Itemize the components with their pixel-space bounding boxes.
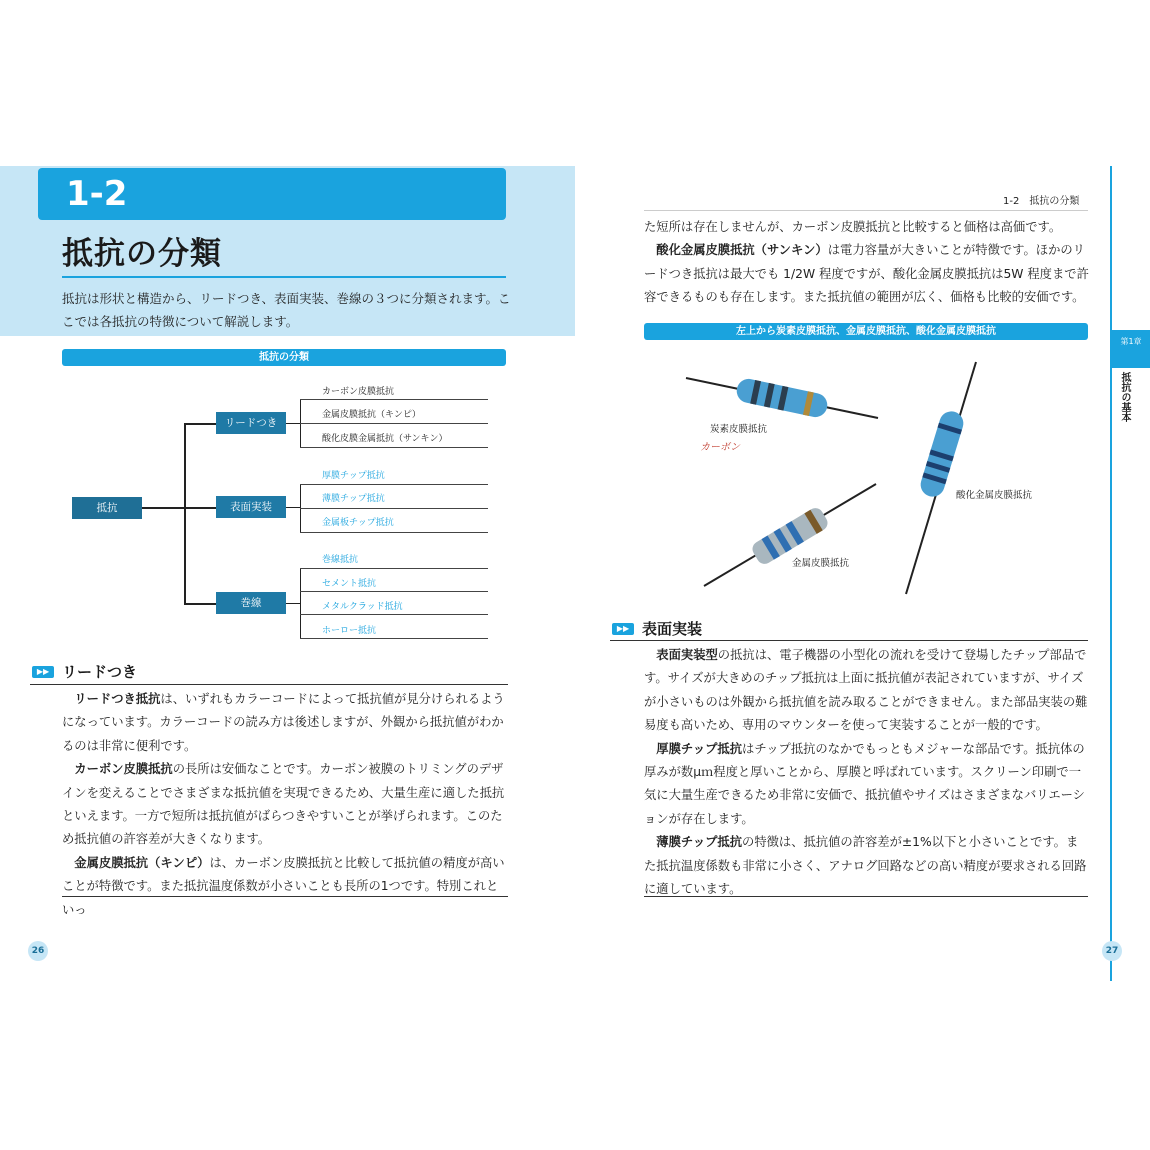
metal-film-resistor-image: [704, 484, 876, 586]
diagram-connector: [184, 423, 216, 425]
diagram-leaf-line: [300, 614, 488, 615]
paragraph: [644, 644, 1090, 738]
paragraph-text: の抵抗は、電子機器の小型化の流れを受けて登場したチップ部品です。サイズが大きめのチップ抵抗は上面に抵抗値が表記されていますが、サイズが小さいものは外観から抵抗値を読み取ることができません。また部品実装の難易度も高いため、専用のマウンターを使って実装することが一般的です。: [644, 648, 1088, 733]
paragraph-lead: カーボン皮膜抵抗: [74, 762, 173, 777]
page-number: 27: [1102, 941, 1122, 961]
intro-text: 抵抗は形状と構造から、リードつき、表面実装、巻線の３つに分類されます。ここでは各抵抗の特徴について解説します。: [62, 291, 511, 329]
diagram-leaf: 金属板チップ抵抗: [322, 518, 394, 528]
diagram-connector: [286, 423, 300, 424]
diagram-connector: [300, 568, 301, 638]
section-arrow-icon: ▶▶: [612, 623, 634, 635]
paragraph: [644, 216, 1090, 239]
figure-caption: 抵抗の分類: [62, 349, 506, 366]
body-text: [644, 216, 1090, 310]
diagram-leaf-line: [300, 399, 488, 400]
section-divider: [610, 640, 1088, 641]
diagram-connector: [286, 603, 300, 604]
chapter-tab-number: 第1章: [1120, 337, 1142, 346]
body-text: [62, 688, 510, 922]
diagram-leaf: 酸化皮膜金属抵抗（サンキン）: [322, 434, 448, 444]
paragraph-text: の特徴は、抵抗値の許容差が±1%以下と小さいことです。また抵抗温度係数も非常に小さく、アナログ回路などの高い精度が要求される回路に適しています。: [644, 835, 1087, 897]
page-title: 抵抗の分類: [62, 236, 222, 272]
title-divider: [62, 276, 506, 278]
resistor-label: 金属皮膜抵抗: [792, 558, 850, 569]
paragraph-lead: 厚膜チップ抵抗: [656, 741, 743, 756]
paragraph: [62, 688, 510, 758]
paragraph-lead: 金属皮膜抵抗（キンピ）: [74, 855, 210, 870]
diagram-leaf: 薄膜チップ抵抗: [322, 494, 385, 504]
paragraph-text: は、カーボン皮膜抵抗と比較して抵抗値の精度が高いことが特徴です。また抵抗温度係数が小さいことも長所の1つです。特別これといっ: [62, 855, 505, 917]
resistor-photos: [644, 344, 1088, 604]
running-header: 1-2 抵抗の分類: [1003, 196, 1080, 207]
section-heading: リードつき: [62, 663, 138, 681]
section-arrow-icon: ▶▶: [32, 666, 54, 678]
body-text: [644, 644, 1090, 901]
chapter-tab: [1112, 330, 1150, 368]
resistor-label: 酸化金属皮膜抵抗: [956, 490, 1033, 501]
diagram-leaf: 金属皮膜抵抗（キンピ）: [322, 410, 421, 420]
photo-caption: 左上から炭素皮膜抵抗、金属皮膜抵抗、酸化金属皮膜抵抗: [644, 323, 1088, 340]
metal-oxide-resistor-image: [906, 362, 976, 594]
section-number: 1-2: [66, 174, 128, 214]
paragraph: [62, 852, 510, 922]
diagram-connector: [184, 603, 216, 605]
chapter-edge-rule: [1110, 166, 1112, 981]
diagram-leaf-line: [300, 423, 488, 424]
diagram-leaf-line: [300, 484, 488, 485]
paragraph-text: た短所は存在しませんが、カーボン皮膜抵抗と比較すると価格は高価です。: [644, 220, 1062, 234]
diagram-branch-node: リードつき: [216, 412, 286, 434]
diagram-leaf-line: [300, 447, 488, 448]
diagram-trunk: [184, 423, 186, 604]
diagram-leaf: ホーロー抵抗: [322, 626, 377, 636]
resistor-label: 炭素皮膜抵抗: [710, 424, 768, 435]
paragraph-lead: 酸化金属皮膜抵抗（サンキン）: [656, 243, 828, 258]
diagram-connector: [286, 507, 300, 508]
diagram-connector: [184, 507, 216, 509]
diagram-leaf-line: [300, 568, 488, 569]
paragraph-lead: リードつき抵抗: [74, 692, 161, 706]
chapter-tab-title: 抵抗の基本: [1119, 372, 1130, 422]
page-bottom-rule: [62, 896, 508, 897]
diagram-leaf: カーボン皮膜抵抗: [322, 387, 395, 397]
paragraph-text: は電力容量が大きいことが特徴です。ほかのリードつき抵抗は最大でも 1/2W 程度ですが、酸化金属皮膜抵抗は5W 程度まで許容できるものも存在します。また抵抗値の範囲が広く、価格も比較的安価です。: [644, 243, 1089, 305]
diagram-leaf: 厚膜チップ抵抗: [322, 471, 385, 481]
page-bottom-rule: [644, 896, 1088, 897]
diagram-leaf-line: [300, 591, 488, 592]
section-number-bar: [38, 168, 506, 220]
diagram-leaf-line: [300, 532, 488, 533]
diagram-leaf-line: [300, 638, 488, 639]
paragraph-lead: 表面実装型: [656, 648, 718, 662]
diagram-leaf: メタルクラッド抵抗: [322, 602, 403, 612]
section-divider: [30, 684, 508, 685]
paragraph: [62, 758, 510, 852]
section-heading: 表面実装: [642, 620, 703, 638]
diagram-branch-node: 表面実装: [216, 496, 286, 518]
paragraph: [644, 239, 1090, 309]
diagram-leaf-line: [300, 508, 488, 509]
diagram-connector: [142, 507, 184, 509]
page-number: 26: [28, 941, 48, 961]
paragraph-text: の長所は安価なことです。カーボン被膜のトリミングのデザインを変えることでさまざまな抵抗値を実現できるため、大量生産に適した抵抗といえます。一方で短所は抵抗値がばらつきやすいことが挙げられます。このため抵抗値の許容差が大きくなります。: [62, 762, 505, 847]
paragraph: [644, 831, 1090, 901]
paragraph-lead: 薄膜チップ抵抗: [656, 835, 743, 850]
diagram-branch-node: 巻線: [216, 592, 286, 614]
diagram-leaf: セメント抵抗: [322, 579, 377, 589]
carbon-resistor-image: [686, 377, 878, 420]
paragraph-text: はチップ抵抗のなかでもっともメジャーな部品です。抵抗体の厚みが数μｍ程度と厚いことから、厚膜と呼ばれています。スクリーン印刷で一気に大量生産できるため非常に安価で、抵抗値やサイズはさまざまなバリエーションが存在します。: [644, 741, 1085, 826]
running-header-rule: [644, 210, 1088, 211]
diagram-leaf: 巻線抵抗: [322, 555, 359, 565]
handwritten-note: カーボン: [700, 442, 740, 453]
diagram-root-node: 抵抗: [72, 497, 142, 519]
paragraph: [644, 738, 1090, 832]
paragraph-text: は、いずれもカラーコードによって抵抗値が見分けられるようになっています。カラーコードの読み方は後述しますが、外観から抵抗値がわかるのは非常に便利です。: [62, 692, 505, 753]
